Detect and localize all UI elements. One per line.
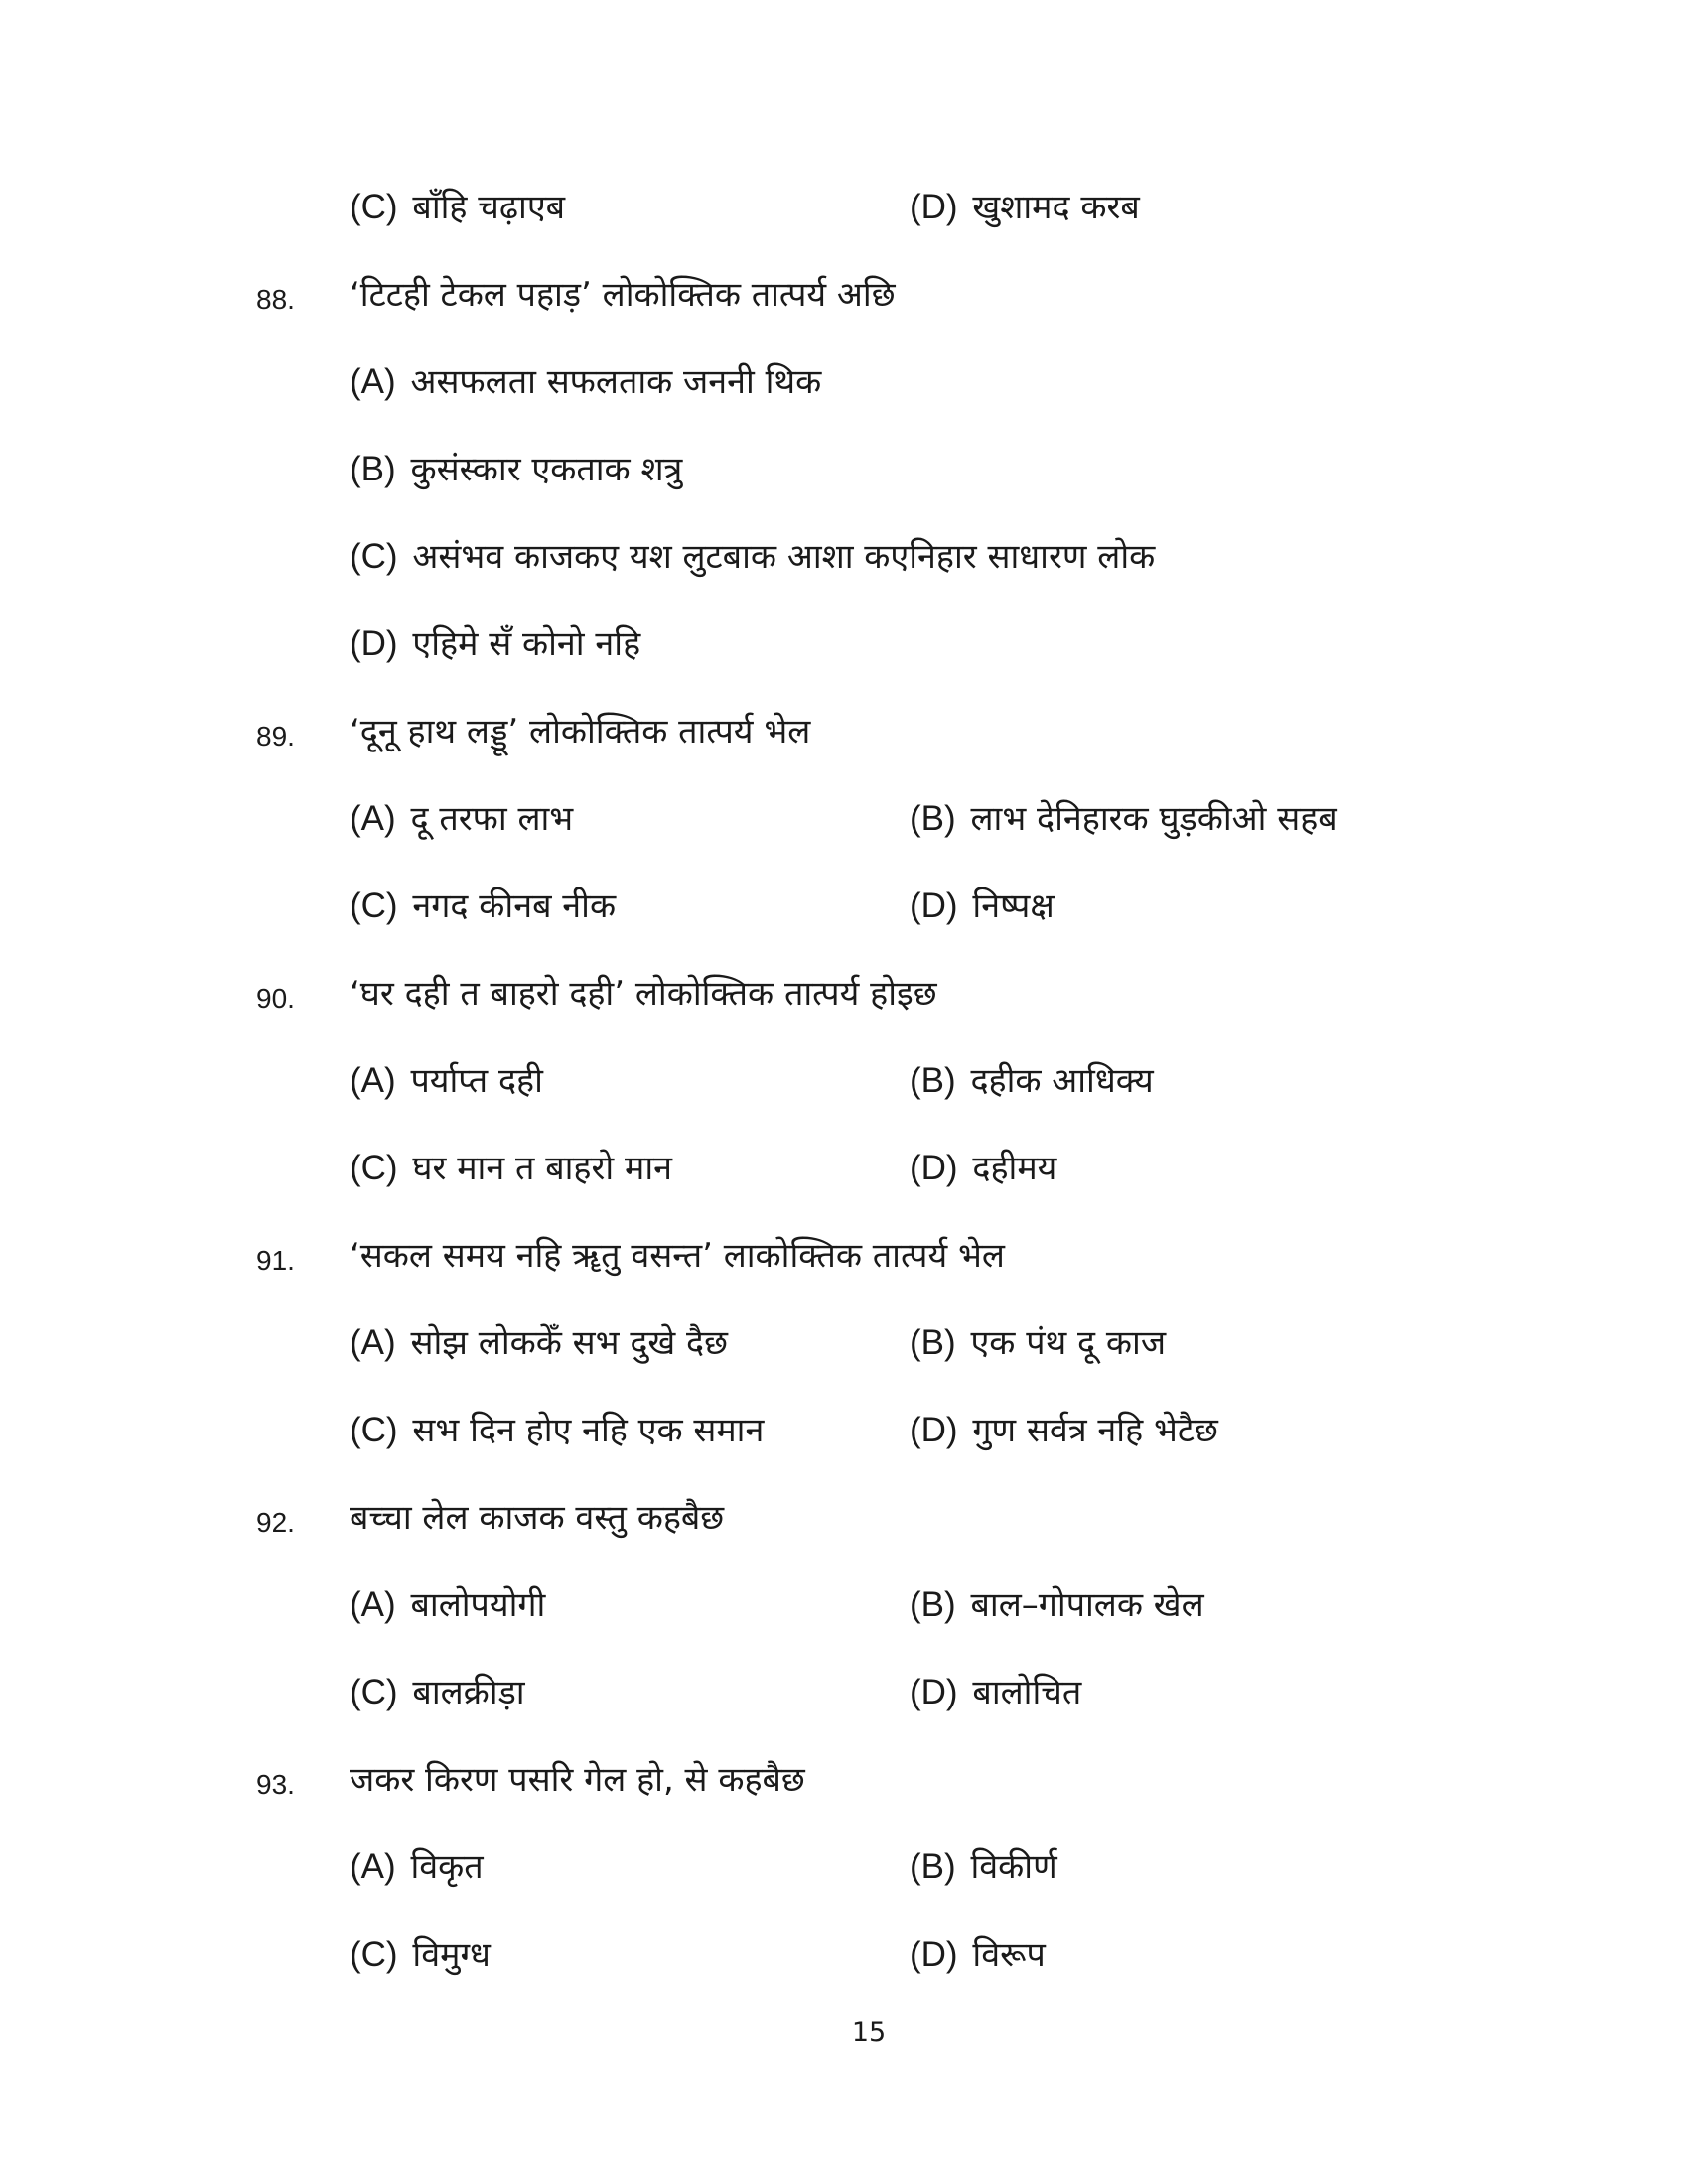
q89-question bbox=[0, 707, 1688, 766]
option-text: सभ दिन होए नहि एक समान bbox=[412, 1411, 765, 1450]
option-label: (B) bbox=[910, 1585, 956, 1624]
option-text: दहीक आधिक्य bbox=[970, 1061, 1154, 1101]
q89-option-d bbox=[910, 882, 1055, 931]
question-text: बच्चा लेल काजक वस्तु कहबैछ bbox=[350, 1498, 725, 1538]
option-text: निष्पक्ष bbox=[972, 887, 1055, 926]
q91-option-b bbox=[910, 1318, 1166, 1368]
option-label: (C) bbox=[350, 1149, 398, 1187]
q90-options-row-1 bbox=[0, 1056, 1688, 1116]
option-label: (D) bbox=[350, 624, 398, 663]
q90-option-b bbox=[910, 1056, 1154, 1106]
option-text: बालोचित bbox=[972, 1673, 1082, 1712]
q91-option-c bbox=[350, 1406, 764, 1455]
option-label: (D) bbox=[910, 1149, 958, 1187]
option-text: घर मान त बाहरो मान bbox=[412, 1149, 673, 1188]
question-text: जकर किरण पसरि गेल हो, से कहबैछ bbox=[350, 1760, 805, 1800]
option-text: कुसंस्कार एकताक शत्रु bbox=[410, 450, 683, 489]
option-label: (C) bbox=[350, 537, 398, 576]
question-number: 92. bbox=[256, 1507, 295, 1538]
option-text: दहीमय bbox=[972, 1149, 1057, 1188]
q89-options-row-2 bbox=[0, 882, 1688, 941]
q93-question bbox=[0, 1755, 1688, 1815]
q93-option-a bbox=[350, 1843, 484, 1892]
option-text: बालोपयोगी bbox=[410, 1585, 546, 1625]
question-number: 90. bbox=[256, 983, 295, 1014]
question-number: 93. bbox=[256, 1769, 295, 1800]
q92-question bbox=[0, 1493, 1688, 1553]
q90-option-d bbox=[910, 1144, 1056, 1193]
option-text: एक पंथ दू काज bbox=[970, 1323, 1167, 1363]
q93-options-row-2 bbox=[0, 1930, 1688, 1989]
question-text: ‘सकल समय नहि ॠतु वसन्त’ लाकोक्तिक तात्पर्य भेल bbox=[350, 1236, 1005, 1276]
question-number: 89. bbox=[256, 721, 295, 751]
option-label: (A) bbox=[350, 1323, 396, 1362]
option-text: विरूप bbox=[972, 1935, 1046, 1975]
option-label: (B) bbox=[910, 1847, 956, 1886]
q91-options-row-2 bbox=[0, 1406, 1688, 1465]
option-label: (D) bbox=[910, 1673, 958, 1711]
q87-option-d bbox=[910, 183, 1140, 232]
option-label: (C) bbox=[350, 1411, 398, 1449]
option-text: असंभव काजकए यश लुटबाक आशा कएनिहार साधारण लोक bbox=[412, 537, 1156, 577]
option-text: विकीर्ण bbox=[970, 1847, 1057, 1887]
q93-option-b bbox=[910, 1843, 1057, 1892]
option-text: पर्याप्त दही bbox=[410, 1061, 543, 1101]
q90-option-c bbox=[350, 1144, 672, 1193]
option-label: (D) bbox=[910, 887, 958, 925]
q87-option-c bbox=[350, 183, 565, 232]
option-label: (B) bbox=[910, 1323, 956, 1362]
option-label: (D) bbox=[910, 188, 958, 226]
q92-option-b bbox=[910, 1580, 1204, 1630]
option-text: खुशामद करब bbox=[972, 188, 1140, 227]
q88-option-d bbox=[350, 619, 640, 669]
option-label: (A) bbox=[350, 1847, 396, 1886]
q92-option-c bbox=[350, 1668, 525, 1717]
option-text: बाँहि चढ़ाएब bbox=[412, 188, 566, 227]
option-text: विमुग्ध bbox=[412, 1935, 491, 1975]
q88-option-d-row bbox=[0, 619, 1688, 679]
q91-question bbox=[0, 1231, 1688, 1291]
option-label: (B) bbox=[910, 799, 956, 838]
q87-options-row bbox=[0, 183, 1688, 242]
question-number: 91. bbox=[256, 1245, 295, 1276]
option-label: (D) bbox=[910, 1935, 958, 1974]
q93-options-row-1 bbox=[0, 1843, 1688, 1902]
q88-option-b-row bbox=[0, 445, 1688, 504]
q88-option-a bbox=[350, 357, 821, 407]
q88-option-c-row bbox=[0, 532, 1688, 592]
option-label: (A) bbox=[350, 1585, 396, 1624]
option-text: गुण सर्वत्र नहि भेटैछ bbox=[972, 1411, 1218, 1450]
option-label: (D) bbox=[910, 1411, 958, 1449]
option-text: बालक्रीड़ा bbox=[412, 1673, 525, 1712]
q92-option-a bbox=[350, 1580, 545, 1630]
option-label: (A) bbox=[350, 1061, 396, 1100]
q89-option-b bbox=[910, 794, 1337, 844]
q90-options-row-2 bbox=[0, 1144, 1688, 1203]
question-text: ‘घर दही त बाहरो दही’ लोकोक्तिक तात्पर्य होइछ bbox=[350, 974, 937, 1014]
option-text: बाल–गोपालक खेल bbox=[970, 1585, 1204, 1625]
q89-option-c bbox=[350, 882, 616, 931]
option-label: (C) bbox=[350, 1673, 398, 1711]
q89-option-a bbox=[350, 794, 573, 844]
q91-option-a bbox=[350, 1318, 728, 1368]
q88-option-c bbox=[350, 532, 1155, 582]
q92-option-d bbox=[910, 1668, 1081, 1717]
option-text: एहिमे सँ कोनो नहि bbox=[412, 624, 641, 664]
option-label: (C) bbox=[350, 1935, 398, 1974]
option-text: नगद कीनब नीक bbox=[412, 887, 617, 926]
q88-option-b bbox=[350, 445, 682, 494]
q88-option-a-row bbox=[0, 357, 1688, 417]
option-label: (C) bbox=[350, 188, 398, 226]
q93-option-c bbox=[350, 1930, 491, 1979]
question-text: ‘टिटही टेकल पहाड़’ लोकोक्तिक तात्पर्य अछि bbox=[350, 275, 896, 315]
q93-option-d bbox=[910, 1930, 1046, 1979]
option-label: (A) bbox=[350, 362, 396, 401]
q92-options-row-2 bbox=[0, 1668, 1688, 1727]
option-text: विकृत bbox=[410, 1847, 484, 1887]
q90-question bbox=[0, 969, 1688, 1028]
option-label: (A) bbox=[350, 799, 396, 838]
option-text: सोझ लोककेँ सभ दुखे दैछ bbox=[410, 1323, 728, 1363]
q88-question bbox=[0, 270, 1688, 330]
option-text: दू तरफा लाभ bbox=[410, 799, 574, 839]
q91-option-d bbox=[910, 1406, 1218, 1455]
option-label: (B) bbox=[910, 1061, 956, 1100]
option-text: असफलता सफलताक जननी थिक bbox=[410, 362, 822, 402]
option-label: (B) bbox=[350, 450, 396, 488]
q90-option-a bbox=[350, 1056, 543, 1106]
option-label: (C) bbox=[350, 887, 398, 925]
option-text: लाभ देनिहारक घुड़कीओ सहब bbox=[970, 799, 1337, 839]
question-number: 88. bbox=[256, 284, 295, 315]
page-number: 15 bbox=[851, 2017, 887, 2048]
question-text: ‘दूनू हाथ लड्डू’ लोकोक्तिक तात्पर्य भेल bbox=[350, 712, 811, 751]
q91-options-row-1 bbox=[0, 1318, 1688, 1378]
q92-options-row-1 bbox=[0, 1580, 1688, 1640]
q89-options-row-1 bbox=[0, 794, 1688, 854]
